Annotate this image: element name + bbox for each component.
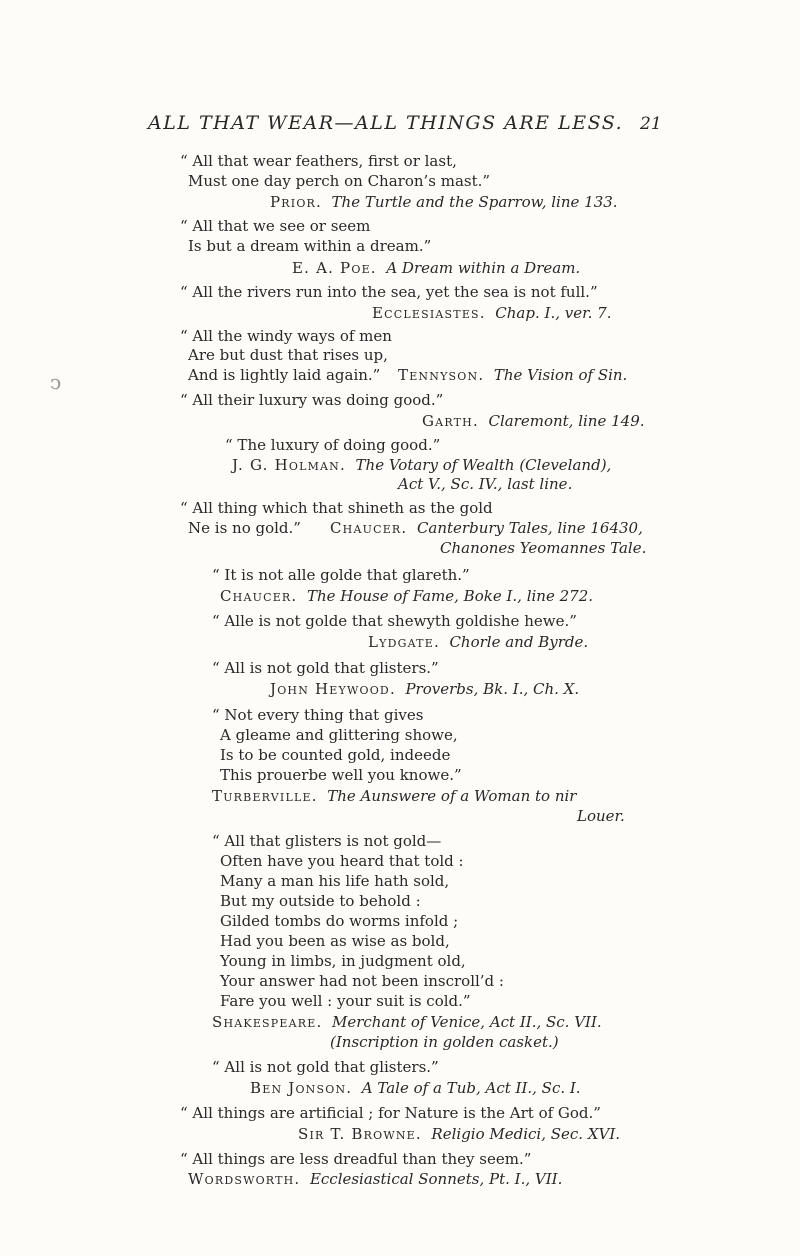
quote-line: Gilded tombs do worms infold ; [220, 912, 459, 930]
attribution [250, 1079, 581, 1097]
source: Act V., Sc. IV., last line. [398, 475, 573, 493]
quote-line: But my outside to behold : [220, 892, 421, 910]
author: J. G. Holman. [232, 456, 346, 474]
author: Turberville. [212, 787, 318, 805]
author: Shakespeare. [212, 1013, 323, 1031]
source: Ecclesiastical Sonnets, Pt. I., VII. [309, 1170, 563, 1188]
quote-line: “ All that wear feathers, first or last, [180, 152, 457, 170]
quote-line: “ All is not gold that glisters.” [212, 1058, 439, 1076]
source: Claremont, line 149. [488, 412, 645, 430]
attribution [188, 1170, 562, 1188]
page-number: 21 [640, 114, 662, 134]
quote-line: Many a man his life hath sold, [220, 872, 450, 890]
quote-line: “ All their luxury was doing good.” [180, 391, 444, 409]
quote-line: “ All that we see or seem [180, 217, 371, 235]
quote-line: “ Not every thing that gives [212, 706, 424, 724]
source: Religio Medici, Sec. XVI. [431, 1125, 621, 1143]
quote-line: And is lightly laid again.” [188, 366, 381, 384]
source: A Tale of a Tub, Act II., Sc. I. [361, 1079, 581, 1097]
attribution [422, 412, 645, 430]
source: Chorle and Byrde. [449, 633, 589, 651]
attribution [212, 787, 576, 805]
source: A Dream within a Dream. [386, 259, 581, 277]
quote-line: Your answer had not been inscroll’d : [220, 972, 504, 990]
source: The House of Fame, Boke I., line 272. [306, 587, 593, 605]
quote-line: “ All thing which that shineth as the gold [180, 499, 493, 517]
quote-line: Are but dust that rises up, [188, 346, 388, 364]
attribution [398, 366, 627, 384]
author: Prior. [270, 193, 322, 211]
quote-line: “ All that glisters is not gold— [212, 832, 442, 850]
attribution [270, 193, 618, 211]
running-header: ALL THAT WEAR—ALL THINGS ARE LESS. [148, 112, 624, 134]
attribution [368, 633, 588, 651]
author: Chaucer. [330, 519, 408, 537]
attribution [330, 519, 643, 537]
attribution [212, 1013, 602, 1031]
quote-line: Must one day perch on Charon’s mast.” [188, 172, 491, 190]
source: Canterbury Tales, line 16430, [416, 519, 643, 537]
quote-line: “ All things are less dreadful than they seem.” [180, 1150, 532, 1168]
source: The Aunswere of a Woman to nir [327, 787, 577, 805]
author: John Heywood. [270, 680, 396, 698]
source: Chanones Yeomannes Tale. [440, 539, 647, 557]
source: Chap. I., ver. 7. [495, 304, 612, 322]
quote-line: “ All things are artificial ; for Nature is the Art of God.” [180, 1104, 601, 1122]
quote-line: Young in limbs, in judgment old, [220, 952, 466, 970]
quote-line: Fare you well : your suit is cold.” [220, 992, 471, 1010]
attribution [372, 304, 611, 322]
source: Louer. [577, 807, 625, 825]
quote-line: “ All the rivers run into the sea, yet the sea is not full.” [180, 283, 598, 301]
attribution [232, 456, 611, 474]
author: Tennyson. [398, 366, 485, 384]
quote-line: “ Alle is not golde that shewyth goldishe hewe.” [212, 612, 577, 630]
quote-line: “ All is not gold that glisters.” [212, 659, 439, 677]
author: Wordsworth. [188, 1170, 301, 1188]
quote-line: Often have you heard that told : [220, 852, 464, 870]
source: The Turtle and the Sparrow, line 133. [331, 193, 618, 211]
source: (Inscription in golden casket.) [330, 1033, 559, 1051]
quote-line: Is but a dream within a dream.” [188, 237, 432, 255]
source: The Votary of Wealth (Cleveland), [355, 456, 612, 474]
author: Lydgate. [368, 633, 440, 651]
quote-line: A gleame and glittering showe, [220, 726, 458, 744]
source: The Vision of Sin. [493, 366, 628, 384]
source: Proverbs, Bk. I., Ch. X. [405, 680, 580, 698]
author: Ben Jonson. [250, 1079, 353, 1097]
author: Chaucer. [220, 587, 298, 605]
quote-line: Had you been as wise as bold, [220, 932, 450, 950]
attribution [270, 680, 579, 698]
quote-line: Ne is no gold.” [188, 519, 301, 537]
attribution [220, 587, 593, 605]
author: Ecclesiastes. [372, 304, 486, 322]
attribution [292, 259, 580, 277]
margin-pencil-mark: ↄ [50, 370, 62, 394]
attribution [298, 1125, 620, 1143]
author: Sir T. Browne. [298, 1125, 422, 1143]
quote-line: “ It is not alle golde that glareth.” [212, 566, 470, 584]
quote-line: “ All the windy ways of men [180, 327, 392, 345]
quote-line: Is to be counted gold, indeede [220, 746, 451, 764]
author: E. A. Poe. [292, 259, 377, 277]
quote-line: This prouerbe well you knowe.” [220, 766, 462, 784]
source: Merchant of Venice, Act II., Sc. VII. [332, 1013, 602, 1031]
quote-line: “ The luxury of doing good.” [225, 436, 441, 454]
author: Garth. [422, 412, 479, 430]
